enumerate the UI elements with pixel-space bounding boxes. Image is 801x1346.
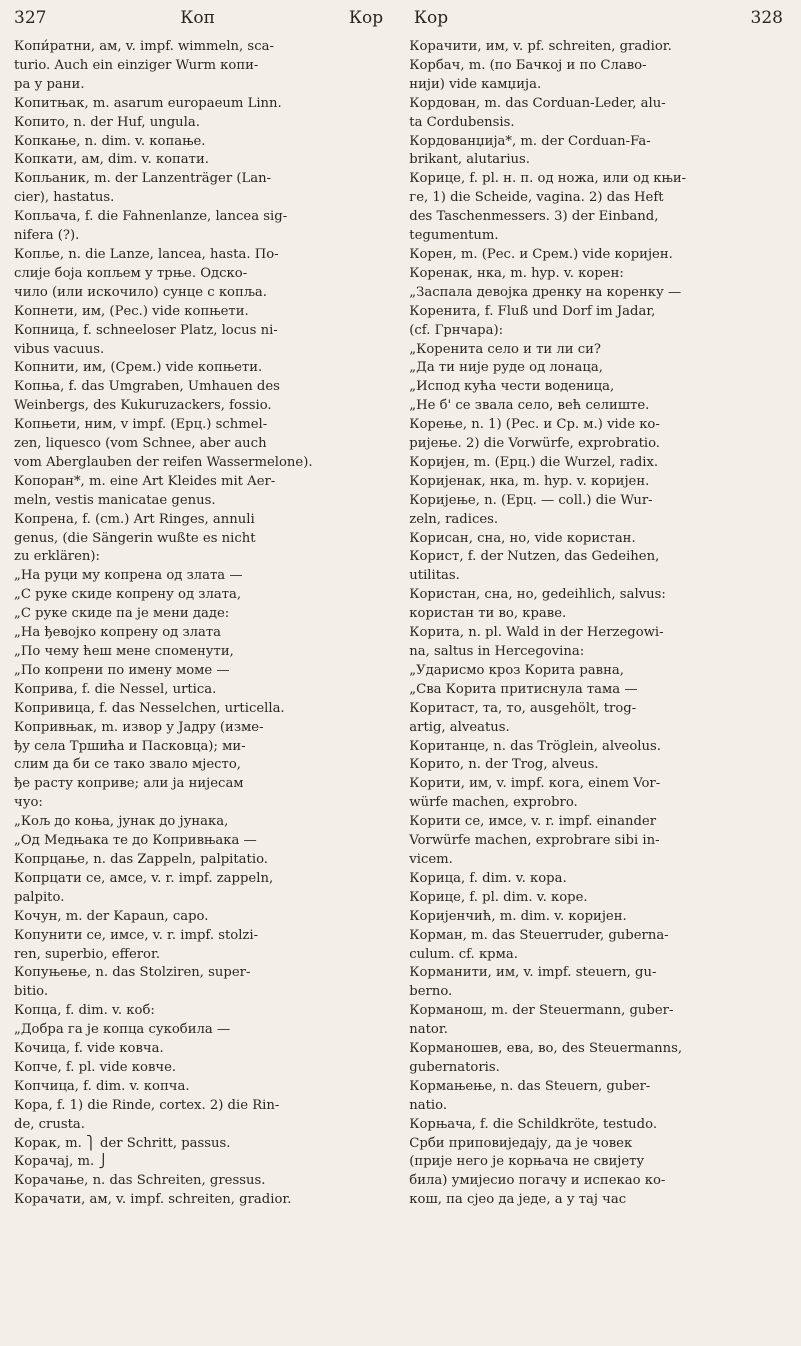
- entry-line: ријење. 2) die Vorwürfe, exprobratio.: [409, 436, 660, 452]
- entry-line: Копљача, f. die Fahnenlanze, lancea sig-: [14, 209, 288, 225]
- entry-line: ђу села Тршића и Пасковца); ми-: [14, 738, 246, 754]
- entry-line: „Да ти није руде од лонаца,: [409, 360, 603, 376]
- entry-line: Коритаст, та, то, ausgehölt, trog-: [409, 700, 637, 716]
- entry-line: Коренита, f. Fluß und Dorf im Jadar,: [409, 303, 656, 319]
- entry-line: zen, liquesco (vom Schnee, aber auch: [14, 436, 267, 452]
- entry-line: vibus vacuus.: [14, 341, 105, 357]
- entry-line: Корице, f. pl. н. п. од ножа, или од књи-: [409, 171, 687, 187]
- entry-line: (прије него је корњача не свијету: [409, 1154, 645, 1170]
- entry-line: nifera (?).: [14, 228, 80, 244]
- entry-line: Weinbergs, des Kukuruzackers, fossio.: [14, 398, 272, 414]
- entry-line: Корисан, сна, но, vide користан.: [409, 530, 636, 546]
- entry-line: Срби приповиједају, да је човек: [409, 1135, 633, 1151]
- entry-line: Корманошев, ева, во, des Steuermanns,: [409, 1041, 683, 1057]
- entry-line: „Испод кућа чести воденица,: [409, 379, 615, 395]
- entry-line: nator.: [409, 1022, 448, 1038]
- entry-line: utilitas.: [409, 568, 460, 584]
- entry-line: berno.: [409, 984, 453, 1000]
- entry-line: Корак, m. ⎫ der Schritt, passus.: [14, 1135, 231, 1151]
- entry-line: чуо:: [14, 795, 43, 811]
- entry-line: ђе расту коприве; али ја нијесам: [14, 776, 244, 792]
- entry-line: Копривњак, m. извор у Јадру (изме-: [14, 719, 264, 735]
- entry-line: „Ударисмо кроз Корита равна,: [409, 662, 624, 678]
- entry-line: Копи́ратни, ам, v. impf. wimmeln, sca-: [14, 39, 274, 54]
- entry-line: bitio.: [14, 984, 49, 1000]
- entry-line: „Кољ до коња, јунак до јунака,: [14, 814, 229, 830]
- entry-line: Корбач, m. (по Бачкој и по Славо-: [409, 57, 647, 73]
- entry-line: Коријенчић, m. dim. v. коријен.: [409, 908, 627, 924]
- entry-line: Копнети, им, (Рес.) vide копњети.: [14, 303, 249, 319]
- entry-line: Коританце, n. das Tröglein, alveolus.: [409, 738, 661, 754]
- running-header: [14, 8, 783, 32]
- entry-line: Vorwürfe machen, exprobrare sibi in-: [409, 833, 660, 849]
- entry-line: Копривица, f. das Nesselchen, urticella.: [14, 700, 285, 716]
- right-column: [409, 38, 783, 1210]
- entry-line: била) умијесио погачу и испекао ко-: [409, 1173, 666, 1189]
- right-page-number: 328: [750, 8, 783, 28]
- right-guide-word: Кор: [413, 8, 449, 28]
- entry-line: Корита, n. pl. Wald in der Herzegowi-: [409, 625, 664, 641]
- entry-line: Копца, f. dim. v. коб:: [14, 1003, 155, 1019]
- entry-line: vom Aberglauben der reifen Wassermelone).: [14, 454, 313, 470]
- entry-line: Коренак, нка, m. hyp. v. корен:: [409, 265, 624, 281]
- entry-line: Копкати, ам, dim. v. копати.: [14, 152, 209, 168]
- entry-line: culum. cf. крма.: [409, 946, 518, 962]
- entry-line: Корити, им, v. impf. кога, einem Vor-: [409, 776, 661, 792]
- entry-line: Кордован, m. das Corduan-Leder, alu-: [409, 95, 666, 111]
- entry-line: чило (или искочило) сунце с копља.: [14, 284, 267, 300]
- entry-line: „На ђевојко копрену од злата: [14, 625, 222, 641]
- entry-line: turio. Auch ein einziger Wurm копи-: [14, 57, 259, 73]
- entry-line: Корњача, f. die Schildkröte, testudo.: [409, 1116, 658, 1132]
- entry-line: Копље, n. die Lanze, lancea, hasta. По-: [14, 246, 279, 262]
- entry-line: zeln, radices.: [409, 511, 499, 527]
- entry-line: Корманош, m. der Steuermann, guber-: [409, 1003, 674, 1019]
- entry-line: Копнити, им, (Срем.) vide копњети.: [14, 360, 263, 376]
- entry-line: Корист, f. der Nutzen, das Gedeihen,: [409, 549, 660, 565]
- entry-line: tegumentum.: [409, 228, 499, 244]
- entry-line: Коријење, n. (Ерц. — coll.) die Wur-: [409, 492, 653, 508]
- entry-line: Копња, f. das Umgraben, Umhauen des: [14, 379, 280, 395]
- entry-line: vicem.: [409, 851, 453, 867]
- entry-line: Корица, f. dim. v. кора.: [409, 870, 567, 886]
- entry-line: na, saltus in Hercegovina:: [409, 644, 585, 659]
- entry-line: Копрцање, n. das Zappeln, palpitatio.: [14, 851, 268, 867]
- entry-line: нији) vide камџија.: [409, 76, 542, 92]
- entry-line: Копрена, f. (cm.) Art Ringes, annuli: [14, 511, 255, 527]
- entry-line: Копито, n. der Huf, ungula.: [14, 114, 200, 130]
- entry-line: ta Cordubensis.: [409, 114, 515, 130]
- entry-line: Кормањење, n. das Steuern, guber-: [409, 1078, 651, 1094]
- entry-line: Кочун, m. der Kapaun, capo.: [14, 908, 209, 924]
- entry-line: слим да би се тако звало мјесто,: [14, 757, 241, 773]
- entry-line: „По чему ћеш мене споменути,: [14, 644, 234, 659]
- entry-line: Копитњак, m. asarum europaeum Linn.: [14, 95, 282, 111]
- entry-line: Корачати, ам, v. impf. schreiten, gradior.: [14, 1192, 292, 1208]
- entry-line: cier), hastatus.: [14, 190, 115, 206]
- entry-line: genus, (die Sängerin wußte es nicht: [14, 530, 256, 546]
- entry-line: (cf. Грнчара):: [409, 322, 504, 338]
- entry-line: meln, vestis manicatae genus.: [14, 492, 216, 508]
- entry-line: Копљаник, m. der Lanzenträger (Lan-: [14, 171, 272, 187]
- entry-line: würfe machen, exprobro.: [409, 795, 578, 811]
- entry-line: Коприва, f. die Nessel, urtica.: [14, 681, 217, 697]
- entry-line: „Не б' се звала село, већ селиште.: [409, 398, 650, 414]
- entry-line: de, crusta.: [14, 1116, 85, 1132]
- entry-line: palpito.: [14, 889, 65, 905]
- entry-line: „На руци му копрена од злата —: [14, 568, 243, 584]
- entry-line: „С руке скиде па је мени даде:: [14, 606, 230, 622]
- entry-line: Корице, f. pl. dim. v. коре.: [409, 889, 588, 905]
- entry-line: brikant, alutarius.: [409, 152, 530, 168]
- entry-line: Корење, n. 1) (Рес. и Ср. м.) vide ко-: [409, 417, 660, 433]
- entry-line: „Од Медњака те до Копривњака —: [14, 833, 257, 849]
- entry-line: Копоран*, m. eine Art Kleides mit Aer-: [14, 473, 276, 489]
- entry-line: Копуњење, n. das Stolziren, super-: [14, 965, 251, 981]
- entry-line: Корен, m. (Рес. и Срем.) vide коријен.: [409, 246, 673, 262]
- entry-line: Кочица, f. vide ковча.: [14, 1041, 164, 1057]
- entry-line: Корачити, им, v. pf. schreiten, gradior.: [409, 39, 672, 54]
- entry-line: gubernatoris.: [409, 1059, 500, 1075]
- entry-line: Копрцати се, амсе, v. r. impf. zappeln,: [14, 870, 274, 886]
- entry-line: Корачај, m. ⎭: [14, 1154, 109, 1170]
- entry-line: Корачање, n. das Schreiten, gressus.: [14, 1173, 266, 1189]
- entry-line: Копче, f. pl. vide ковче.: [14, 1059, 177, 1075]
- entry-line: слије боја копљем у трње. Одско-: [14, 265, 248, 281]
- entry-line: ге, 1) die Scheide, vagina. 2) das Heft: [409, 190, 664, 206]
- entry-line: zu erklären):: [14, 549, 101, 565]
- entry-line: користан ти во, краве.: [409, 606, 567, 622]
- entry-line: Користан, сна, но, gedeihlich, salvus:: [409, 587, 666, 603]
- entry-line: „Коренита село и ти ли си?: [409, 341, 601, 357]
- entry-line: „Добра га је копца сукобила —: [14, 1022, 231, 1038]
- entry-line: „С руке скиде копрену од злата,: [14, 587, 242, 603]
- entry-line: artig, alveatus.: [409, 719, 510, 735]
- left-page-number: 327: [14, 8, 47, 28]
- entry-line: ren, superbio, efferor.: [14, 946, 161, 962]
- entry-line: Корманити, им, v. impf. steuern, gu-: [409, 965, 657, 981]
- entry-line: „Заспала девојка дренку на коренку —: [409, 284, 682, 300]
- left-guide-word-first: Коп: [180, 8, 215, 28]
- entry-line: Копунити се, имсе, v. r. impf. stolzi-: [14, 927, 259, 943]
- entry-line: „По копрени по имену моме —: [14, 662, 230, 678]
- entry-line: Кордованџија*, m. der Corduan-Fa-: [409, 133, 651, 149]
- entry-line: des Taschenmessers. 3) der Einband,: [409, 209, 659, 225]
- entry-line: Корито, n. der Trog, alveus.: [409, 757, 599, 773]
- entry-line: „Сва Корита притиснула тама —: [409, 681, 638, 697]
- entry-line: кош, па сјео да једе, а у тај час: [409, 1192, 627, 1208]
- entry-line: Копкање, n. dim. v. копање.: [14, 133, 206, 149]
- entry-line: Корман, m. das Steuerruder, guberna-: [409, 927, 669, 943]
- entry-line: Коријенак, нка, m. hyp. v. коријен.: [409, 473, 650, 489]
- entry-line: ра у рани.: [14, 76, 85, 92]
- entry-line: Копчица, f. dim. v. копча.: [14, 1078, 190, 1094]
- entry-line: Кора, f. 1) die Rinde, cortex. 2) die Rin-: [14, 1097, 280, 1113]
- entry-line: natio.: [409, 1097, 448, 1113]
- entry-line: Корити се, имсе, v. r. impf. einander: [409, 814, 657, 830]
- entry-line: Копница, f. schneeloser Platz, locus ni-: [14, 322, 278, 338]
- entry-line: Копњети, ним, v impf. (Ерц.) schmel-: [14, 417, 268, 433]
- left-guide-word-last: Кор: [348, 8, 384, 28]
- left-column: [14, 38, 388, 1210]
- entry-line: Коријен, m. (Ерц.) die Wurzel, radix.: [409, 454, 659, 470]
